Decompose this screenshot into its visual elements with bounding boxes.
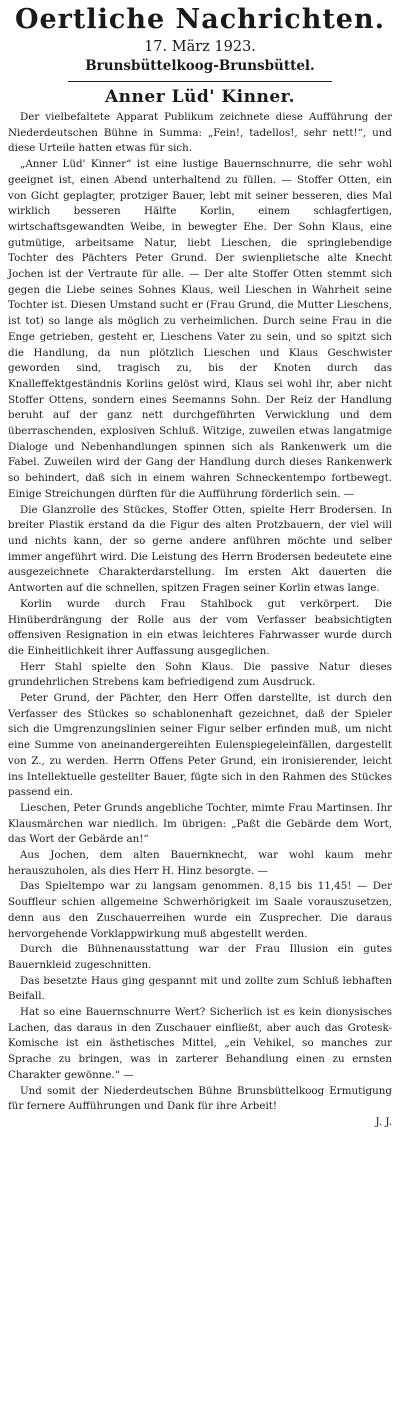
article-paragraph: Der vielbefaltete Apparat Publikum zeichnete diese Aufführung der Niederdeutschen Bühne in Summa: „Fein!, tadellos!, sehr nett!“, und diese Urteile hatten etwas für sich. bbox=[8, 111, 392, 155]
article-paragraph: Herr Stahl spielte den Sohn Klaus. Die passive Natur dieses grundehrlichen Strebens kam befriedigend zum Ausdruck. bbox=[8, 660, 392, 689]
article-paragraph: Peter Grund, der Pächter, den Herr Offen darstellte, ist durch den Verfasser des Stückes so schablonenhaft gezeichnet, daß der Spieler sich die Umgrenzungslinien seiner Figur selber erfinden muß, um nicht eine Summe von aneinandergereihten Eulenspiegeleinfällen, dargestellt von Z., zu werden. Herrn Offens Peter Grund, ein ironisierender, leicht ins Intellektuelle gestellter Bauer, fügte sich in den Rahmen des Stückes passend ein. bbox=[8, 692, 392, 799]
article-paragraph: Das Spieltempo war zu langsam genommen. 8,15 bis 11,45! — Der Souffleur schien allgemeine Schwerhörigkeit im Saale vorauszusetzen, denn aus den Zuschauerreihen wurde ein Zusprecher. Die daraus hervorgehende Vorklappwirkung muß abgestellt werden. bbox=[8, 880, 392, 940]
article-paragraph: Lieschen, Peter Grunds angebliche Tochter, mimte Frau Martinsen. Ihr Klausmärchen war niedlich. Im übrigen: „Paßt die Gebärde dem Wort, das Wort der Gebärde an!“ bbox=[8, 801, 392, 846]
article-body bbox=[8, 110, 392, 1131]
article-paragraph: Korlin wurde durch Frau Stahlbock gut verkörpert. Die Hinüberdrängung der Rolle aus der vom Verfasser beabsichtigten offensiven Resignation in ein etwas leichteres Fahrwasser wurde durch die Einheitlichkeit ihrer Auffassung ausgeglichen. bbox=[8, 597, 392, 657]
location-line: Brunsbüttelkoog-Brunsbüttel. bbox=[85, 58, 315, 74]
article-paragraph: „Anner Lüd' Kinner“ ist eine lustige Bauernschnurre, die sehr wohl geeignet ist, einen Abend unterhaltend zu füllen. — Stoffer Otten, ein von Gicht geplagter, protziger Bauer, lebt mit seiner besseren, dies Mal wirklich besseren Hälfte Korlin, einem schlagfertigen, wirtschaftsgewandten Weibe, in bewegter Ehe. Der Sohn Klaus, eine gutmütige, arbeitsame Natur, liebt Lieschen, die springlebendige Tochter des Pächters Peter Grund. Der swienplietsche alte Knecht Jochen ist der Vertraute für alle. — Der alte Stoffer Otten stemmt sich gegen die Liebe seines Sohnes Klaus, weil Lieschen in Wahrheit seine Tochter ist. Diesen Umstand sucht er (Frau Grund, die Mutter Lieschens, ist tot) so lange als möglich zu verheimlichen. Durch seine Frau in die Enge getrieben, gesteht er, Lieschens Vater zu sein, und so spitzt sich die Handlung, da nun plötzlich Lieschen und Klaus Geschwister geworden sind, tragisch zu, bis der Knoten durch das Knalleffektgeständnis Korlins gelöst wird, Klaus sei wohl ihr, aber nicht Stoffer Ottens, sondern eines Seemanns Sohn. Der Reiz der Handlung beruht auf der ganz nett durchgeführten Verwicklung und dem überraschenden, explosiven Schluß. Witzige, zuweilen etwas langatmige Dialoge und Nebenhandlungen spinnen sich als Rankenwerk um die Fabel. Zuweilen wird der Gang der Handlung durch dieses Rankenwerk so behindert, daß sich in einem wahren Schneckentempo fortbewegt. Einige Streichungen dürften für die Aufführung förderlich sein. — bbox=[8, 158, 392, 500]
divider bbox=[68, 81, 332, 82]
article-paragraph: Und somit der Niederdeutschen Bühne Brunsbüttelkoog Ermutigung für fernere Aufführungen und Dank für ihre Arbeit! bbox=[8, 1084, 392, 1113]
article-paragraph: Durch die Bühnenausstattung war der Frau Illusion ein gutes Bauernkleid zugeschnitten. bbox=[8, 943, 392, 971]
article-paragraph: Die Glanzrolle des Stückes, Stoffer Otten, spielte Herr Brodersen. In breiter Plastik erstand da die Figur des alten Protzbauern, der viel will und nichts kann, der so gerne andere anführen möchte und selber immer angeführt wird. Die Leistung des Herrn Brodersen bedeutete eine ausgezeichnete Charakterdarstellung. Im ersten Akt dauerten die Antworten auf die schnellen, spitzen Fragen seiner Korlin etwas lange. bbox=[8, 503, 392, 595]
article-paragraph: Das besetzte Haus ging gespannt mit und zollte zum Schluß lebhaften Beifall. bbox=[8, 974, 392, 1003]
article-headline: Anner Lüd' Kinner. bbox=[104, 87, 295, 107]
article-paragraph: Hat so eine Bauernschnurre Wert? Sicherlich ist es kein dionysisches Lachen, das daraus in den Zuschauer einfließt, aber auch das Grotesk-Komische ist ein ästhetisches Mittel, „ein Vehikel, so manches zur Sprache zu bringen, was in zarterer Behandlung einen zu ernsten Charakter gewönne.“ — bbox=[8, 1006, 392, 1081]
article-paragraph: Aus Jochen, dem alten Bauernknecht, war wohl kaum mehr herauszuholen, als dies Herr H. Hinz besorgte. — bbox=[8, 849, 392, 877]
masthead: Oertliche Nachrichten. bbox=[14, 4, 386, 35]
author-signature: J. J. bbox=[375, 1116, 392, 1128]
date-line: 17. März 1923. bbox=[144, 39, 256, 55]
